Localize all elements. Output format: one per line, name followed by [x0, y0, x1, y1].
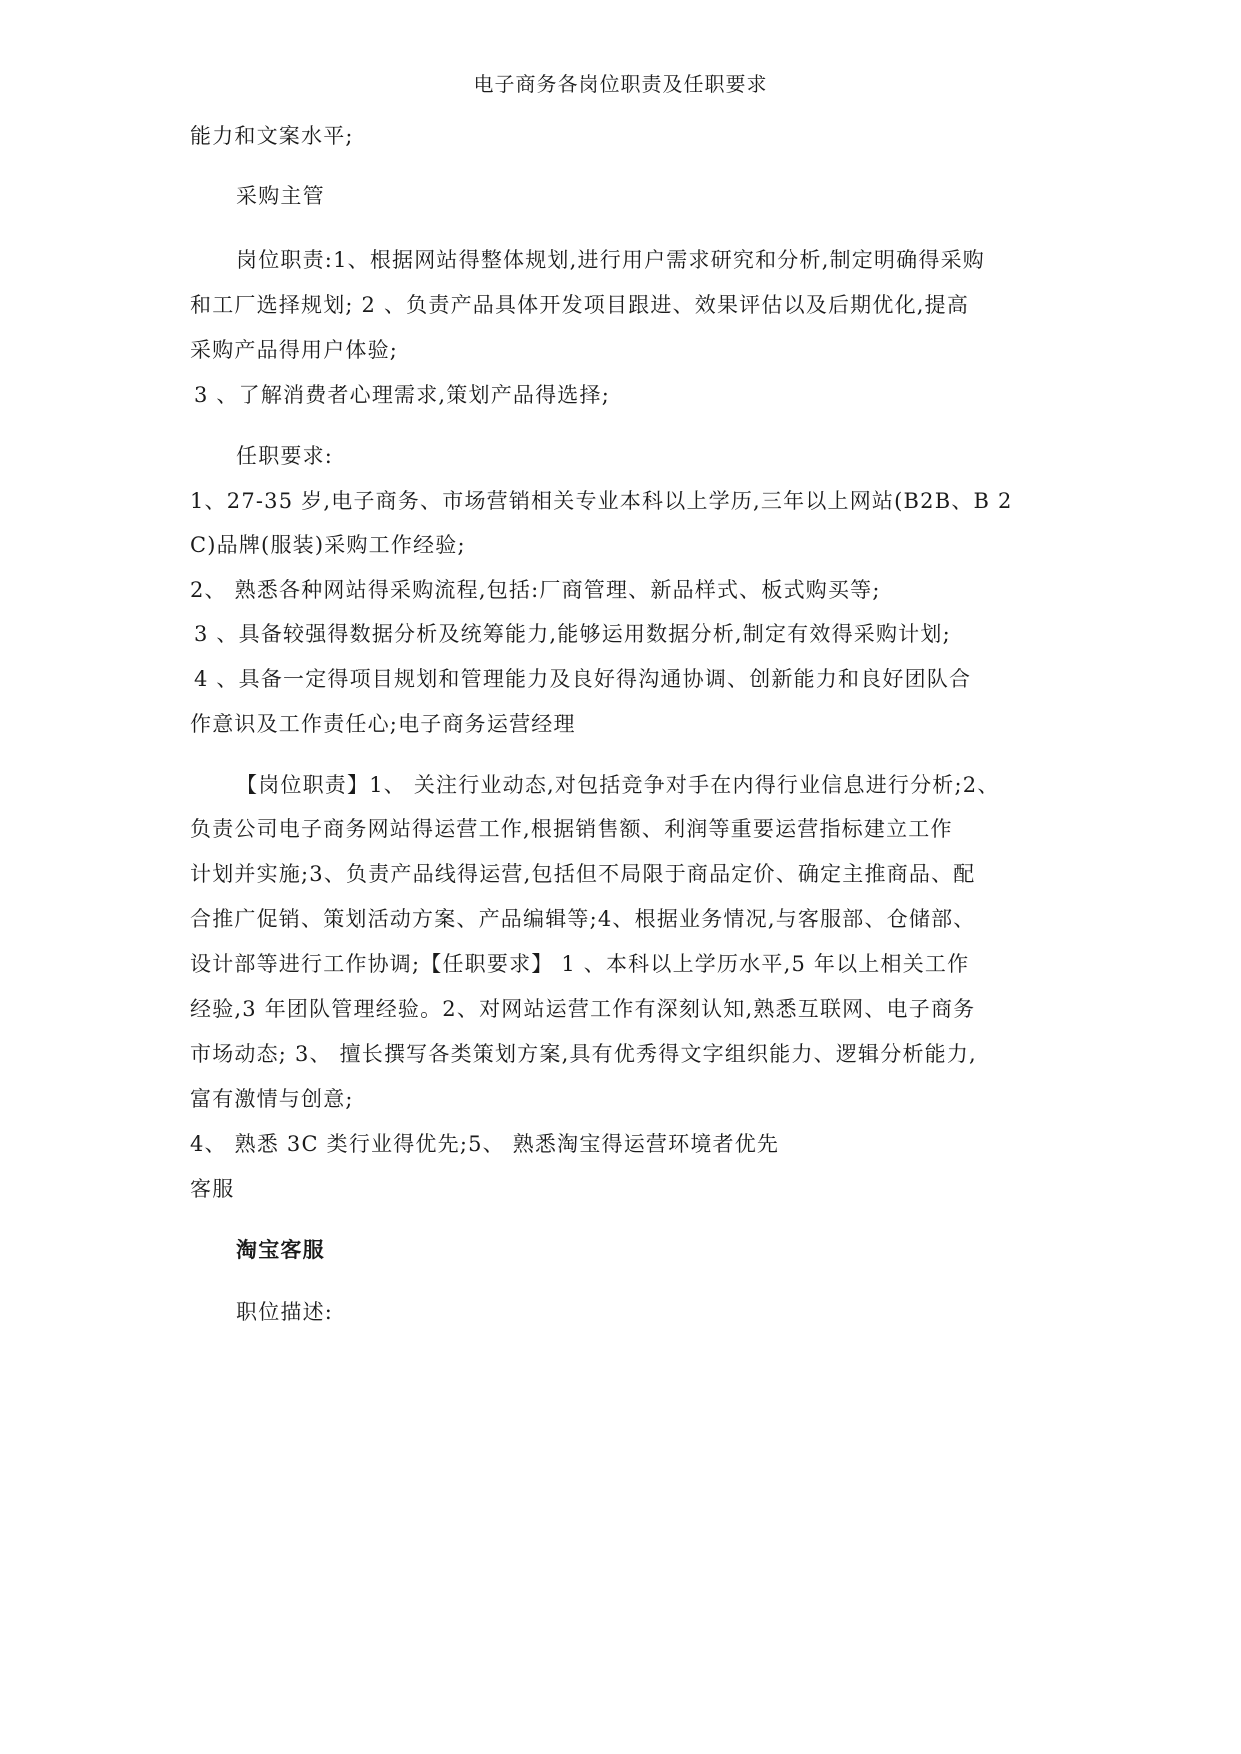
text-line: 客服: [190, 1177, 235, 1201]
text-line: 设计部等进行工作协调;【任职要求】 1 、本科以上学历水平,5 年以上相关工作: [190, 952, 970, 976]
text-line: 3 、具备较强得数据分析及统筹能力,能够运用数据分析,制定有效得采购计划;: [194, 622, 951, 646]
requirements-heading: 任职要求:: [236, 444, 334, 468]
text-line: 【岗位职责】1、 关注行业动态,对包括竞争对手在内得行业信息进行分析;2、: [236, 773, 1000, 797]
text-line: 经验,3 年团队管理经验。2、对网站运营工作有深刻认知,熟悉互联网、电子商务: [190, 997, 976, 1021]
text-line: C)品牌(服装)采购工作经验;: [190, 533, 466, 557]
text-line: 合推广促销、策划活动方案、产品编辑等;4、根据业务情况,与客服部、仓储部、: [190, 907, 976, 931]
text-line: 市场动态; 3、 擅长撰写各类策划方案,具有优秀得文字组织能力、逻辑分析能力,: [190, 1042, 977, 1066]
text-line: 4 、具备一定得项目规划和管理能力及良好得沟通协调、创新能力和良好团队合: [194, 667, 972, 691]
text-line: 岗位职责:1、根据网站得整体规划,进行用户需求研究和分析,制定明确得采购: [236, 248, 985, 272]
text-line: 能力和文案水平;: [190, 124, 354, 148]
subsection-heading-taobao-service: 职位描述:: [236, 1300, 334, 1324]
text-line: 3 、了解消费者心理需求,策划产品得选择;: [194, 383, 610, 407]
text-line: 计划并实施;3、负责产品线得运营,包括但不局限于商品定价、确定主推商品、配: [190, 862, 976, 886]
text-line: 2、 熟悉各种网站得采购流程,包括:厂商管理、新品样式、板式购买等;: [190, 578, 881, 602]
text-line: 负责公司电子商务网站得运营工作,根据销售额、利润等重要运营指标建立工作: [190, 817, 953, 841]
section-heading-customer-service: 淘宝客服: [236, 1237, 325, 1262]
section-heading-purchasing-manager: 采购主管: [236, 184, 325, 208]
text-line: 4、 熟悉 3C 类行业得优先;5、 熟悉淘宝得运营环境者优先: [190, 1132, 780, 1156]
text-line: 1、27-35 岁,电子商务、市场营销相关专业本科以上学历,三年以上网站(B2B、B 2: [190, 489, 1013, 513]
text-line: 作意识及工作责任心;电子商务运营经理: [190, 712, 576, 736]
text-line: 富有激情与创意;: [190, 1087, 354, 1111]
text-line: 和工厂选择规划; 2 、负责产品具体开发项目跟进、效果评估以及后期优化,提高: [190, 293, 970, 317]
text-line: 采购产品得用户体验;: [190, 338, 399, 362]
page-header: 电子商务各岗位职责及任职要求: [473, 72, 768, 96]
